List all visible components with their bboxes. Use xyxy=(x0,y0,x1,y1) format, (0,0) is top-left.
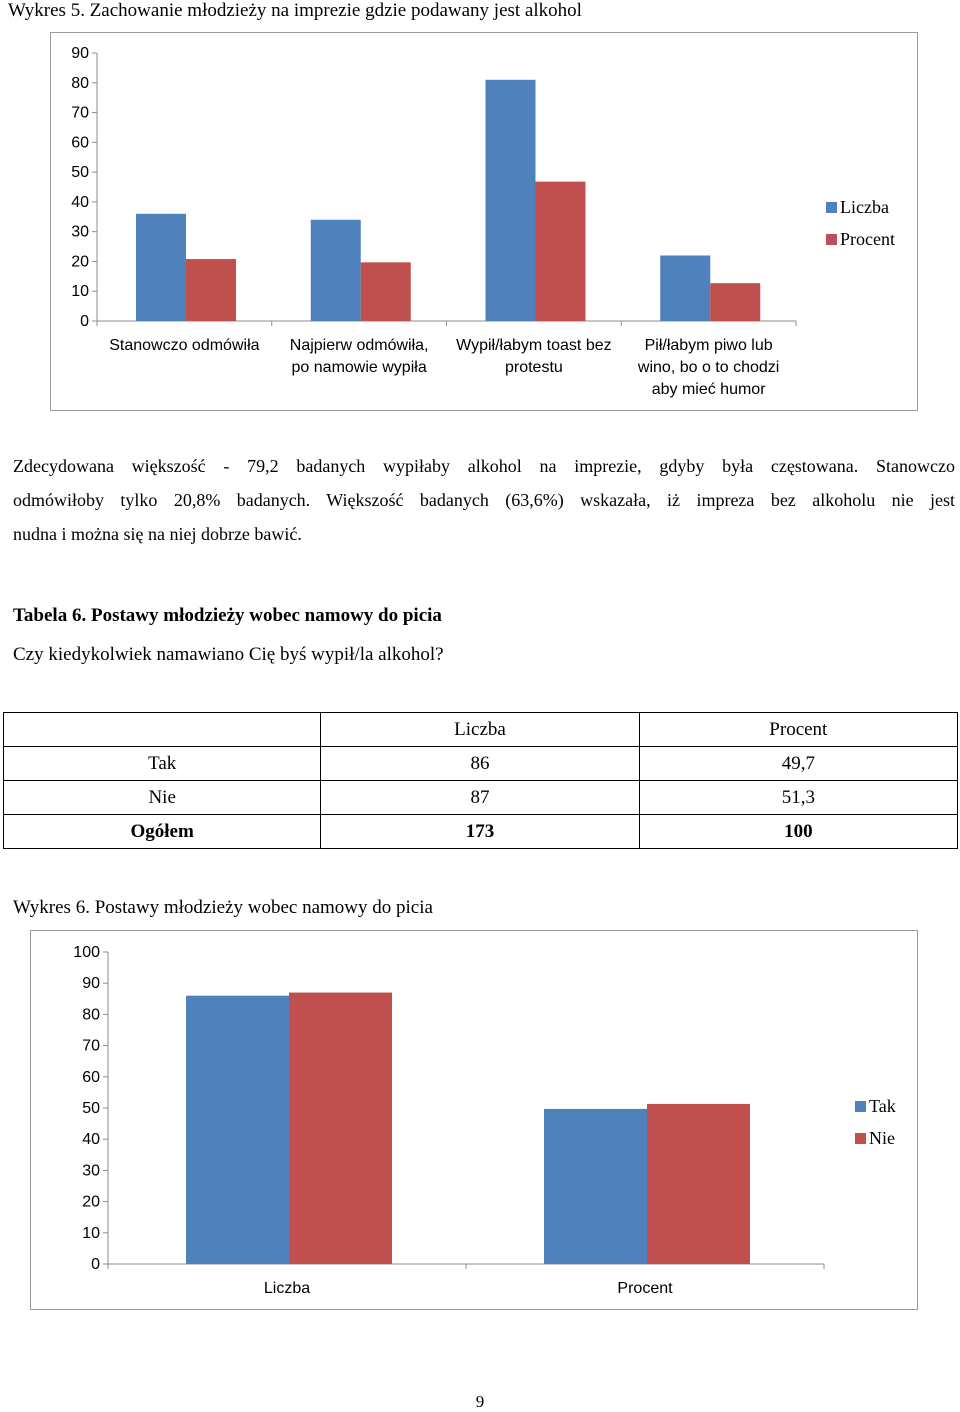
data-table xyxy=(3,712,958,849)
x-category-label: Procent xyxy=(617,1280,673,1297)
x-category-label: Pił/łabym piwo lub xyxy=(644,337,773,354)
table-header-cell: Procent xyxy=(639,713,957,747)
table-header-cell xyxy=(4,713,321,747)
y-tick-label: 40 xyxy=(71,193,89,211)
table-cell: Tak xyxy=(4,747,321,781)
y-tick-label: 10 xyxy=(82,1224,100,1242)
table-cell: 49,7 xyxy=(639,747,957,781)
bar-tak xyxy=(544,1109,647,1264)
table-title-prefix: Tabela 6. xyxy=(13,605,87,626)
page-number: 9 xyxy=(475,1392,485,1411)
y-tick-label: 40 xyxy=(82,1131,100,1149)
y-tick-label: 20 xyxy=(71,253,89,271)
table-header-cell: Liczba xyxy=(321,713,639,747)
y-tick-label: 0 xyxy=(80,313,89,330)
legend-swatch xyxy=(826,234,837,245)
table-total-row xyxy=(4,815,958,849)
chart1-caption: Wykres 5. Zachowanie młodzieży na imprezie gdzie podawany jest alkohol xyxy=(8,0,582,21)
paragraph-line: Zdecydowana większość - 79,2 badanych wypiłaby alkohol na imprezie, gdyby była częstowana. Stanowczo xyxy=(13,456,955,476)
paragraph-line: odmówiłoby tylko 20,8% badanych. Większość badanych (63,6%) wskazała, iż impreza bez alkoholu nie jest xyxy=(13,490,955,510)
bar-procent xyxy=(361,262,411,321)
table-row xyxy=(4,747,958,781)
table-cell: 86 xyxy=(321,747,639,781)
y-tick-label: 90 xyxy=(82,975,100,993)
x-category-label: Najpierw odmówiła, xyxy=(289,337,429,354)
paragraph-line: nudna i można się na niej dobrze bawić. xyxy=(13,524,302,544)
chart2-svg xyxy=(0,920,960,1320)
legend-label: Procent xyxy=(840,229,895,249)
x-category-label: Wypił/łabym toast bez xyxy=(456,337,612,354)
legend-label: Liczba xyxy=(840,197,889,217)
table-title xyxy=(13,605,442,627)
x-category-label: aby mieć humor xyxy=(651,381,766,398)
bar-procent xyxy=(536,182,586,321)
legend-swatch xyxy=(826,202,837,213)
bar-liczba xyxy=(136,214,186,321)
legend-label: Nie xyxy=(869,1128,895,1148)
y-tick-label: 30 xyxy=(82,1162,100,1180)
table-cell: 100 xyxy=(639,815,957,849)
legend-label: Tak xyxy=(869,1096,896,1116)
x-category-label: Stanowczo odmówiła xyxy=(109,337,260,354)
chart2-caption: Wykres 6. Postawy młodzieży wobec namowy do picia xyxy=(13,897,433,918)
y-tick-label: 30 xyxy=(71,223,89,241)
y-tick-label: 60 xyxy=(71,134,89,152)
y-tick-label: 0 xyxy=(91,1256,100,1273)
legend-swatch xyxy=(855,1133,866,1144)
y-tick-label: 100 xyxy=(73,944,100,961)
bar-liczba xyxy=(486,80,536,321)
x-category-label: Liczba xyxy=(263,1280,311,1297)
y-tick-label: 50 xyxy=(82,1100,100,1117)
bar-nie xyxy=(647,1104,750,1264)
x-category-label: protestu xyxy=(504,359,563,376)
table-row xyxy=(4,781,958,815)
table-cell: Ogółem xyxy=(4,815,321,849)
y-tick-label: 60 xyxy=(82,1068,100,1086)
y-tick-label: 80 xyxy=(71,74,89,92)
y-tick-label: 80 xyxy=(82,1006,100,1024)
table-title-text: Postawy młodzieży wobec namowy do picia xyxy=(90,605,442,626)
y-tick-label: 90 xyxy=(71,45,89,62)
legend-swatch xyxy=(855,1101,866,1112)
y-tick-label: 70 xyxy=(71,104,89,122)
bar-liczba xyxy=(660,255,710,321)
x-category-label: wino, bo o to chodzi xyxy=(637,359,780,376)
y-tick-label: 50 xyxy=(71,164,89,182)
bar-liczba xyxy=(311,220,361,321)
y-tick-label: 10 xyxy=(71,283,89,301)
bar-nie xyxy=(289,993,392,1264)
table-cell: 87 xyxy=(321,781,639,815)
table-cell: 51,3 xyxy=(639,781,957,815)
x-category-label: po namowie wypiła xyxy=(291,359,427,376)
y-tick-label: 20 xyxy=(82,1193,100,1211)
chart1-svg xyxy=(0,0,960,420)
bar-procent xyxy=(710,283,760,321)
y-tick-label: 70 xyxy=(82,1037,100,1055)
summary-paragraph xyxy=(13,449,955,551)
table-header-row xyxy=(4,713,958,747)
table-cell: Nie xyxy=(4,781,321,815)
bar-procent xyxy=(186,259,236,321)
table-cell: 173 xyxy=(321,815,639,849)
table-question: Czy kiedykolwiek namawiano Cię byś wypił/la alkohol? xyxy=(13,644,444,665)
bar-tak xyxy=(186,996,289,1264)
